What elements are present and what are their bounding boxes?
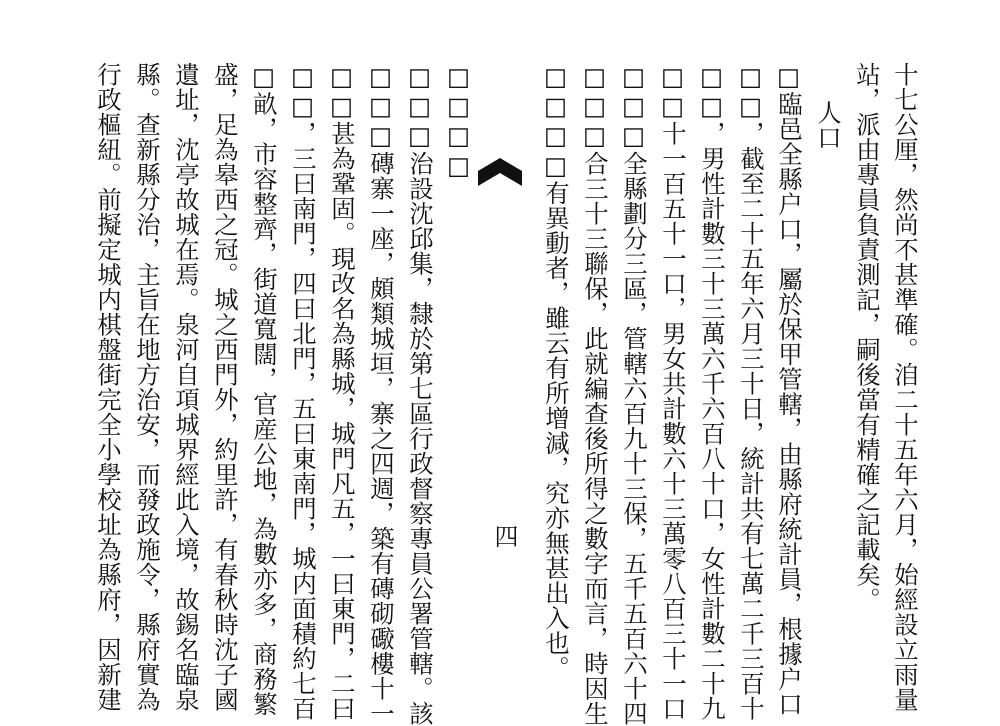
text-column-18: 縣。查新縣分治，主旨在地方治安，而發政施令，縣府實為 [132, 62, 161, 712]
section-heading: 人口 [813, 100, 842, 150]
text-column-13: □□甚為鞏固。現改名為縣城，城門凡五，一曰東門，二曰 [327, 62, 356, 722]
text-column-6: □□十一百五十一口，男女共計數六十三萬零八百三十一口 [658, 62, 687, 722]
text-column-11: □□□治設沈邱集，隸於第七區行政督察專員公署管轄。該 [405, 62, 434, 726]
text-column-12: □□□磚寨一座，頗類城垣，寨之四週，築有磚砌礮樓十一 [366, 62, 395, 726]
text-column-16: 盛，足為皋西之冠。城之西門外，約里許，有春秋時沈子國 [210, 62, 239, 712]
text-column-10: □□□□ [444, 62, 473, 181]
text-column-2: 站，派由專員負責測記，嗣後當有精確之記載矣。 [852, 62, 881, 612]
page-number: 四 [490, 524, 518, 548]
text-column-19: 行政樞紐。前擬定城内棋盤街完全小學校址為縣府，因新建 [93, 62, 122, 712]
text-column-8: □□□合三十三聯保，此就編查後所得之數字而言，時因生 [580, 62, 609, 726]
text-column-5: □□，男性計數三十三萬六千六百八十口，女性計數二十九 [697, 62, 726, 722]
text-column-4: □□，截至二十五年六月三十日，統計共有七萬二千三百十 [736, 62, 765, 722]
text-column-9: □□□□有異動者，雖云有所增減，究亦無甚出入也。 [541, 62, 570, 681]
text-column-7: □□□全縣劃分三區，管轄六百九十三保，五千五百六十四 [619, 62, 648, 726]
text-column-14: □□，三曰南門，四曰北門，五曰東南門，城内面積約七百 [288, 62, 317, 722]
text-column-15: □畝，市容整齊，街道寬闊，官産公地，為數亦多，商務繁 [249, 62, 278, 717]
text-column-3: □臨邑全縣户口，屬於保甲管轄，由縣府統計員，根據户口 [774, 62, 803, 717]
text-column-1: 十七公厘，然尚不甚準確。洎二十五年六月，始經設立雨量 [890, 62, 919, 712]
fish-tail-mark-icon [475, 155, 525, 195]
text-column-17: 遺址，沈亭故城在焉。泉河自項城界經此入境，故錫名臨泉 [171, 62, 200, 712]
